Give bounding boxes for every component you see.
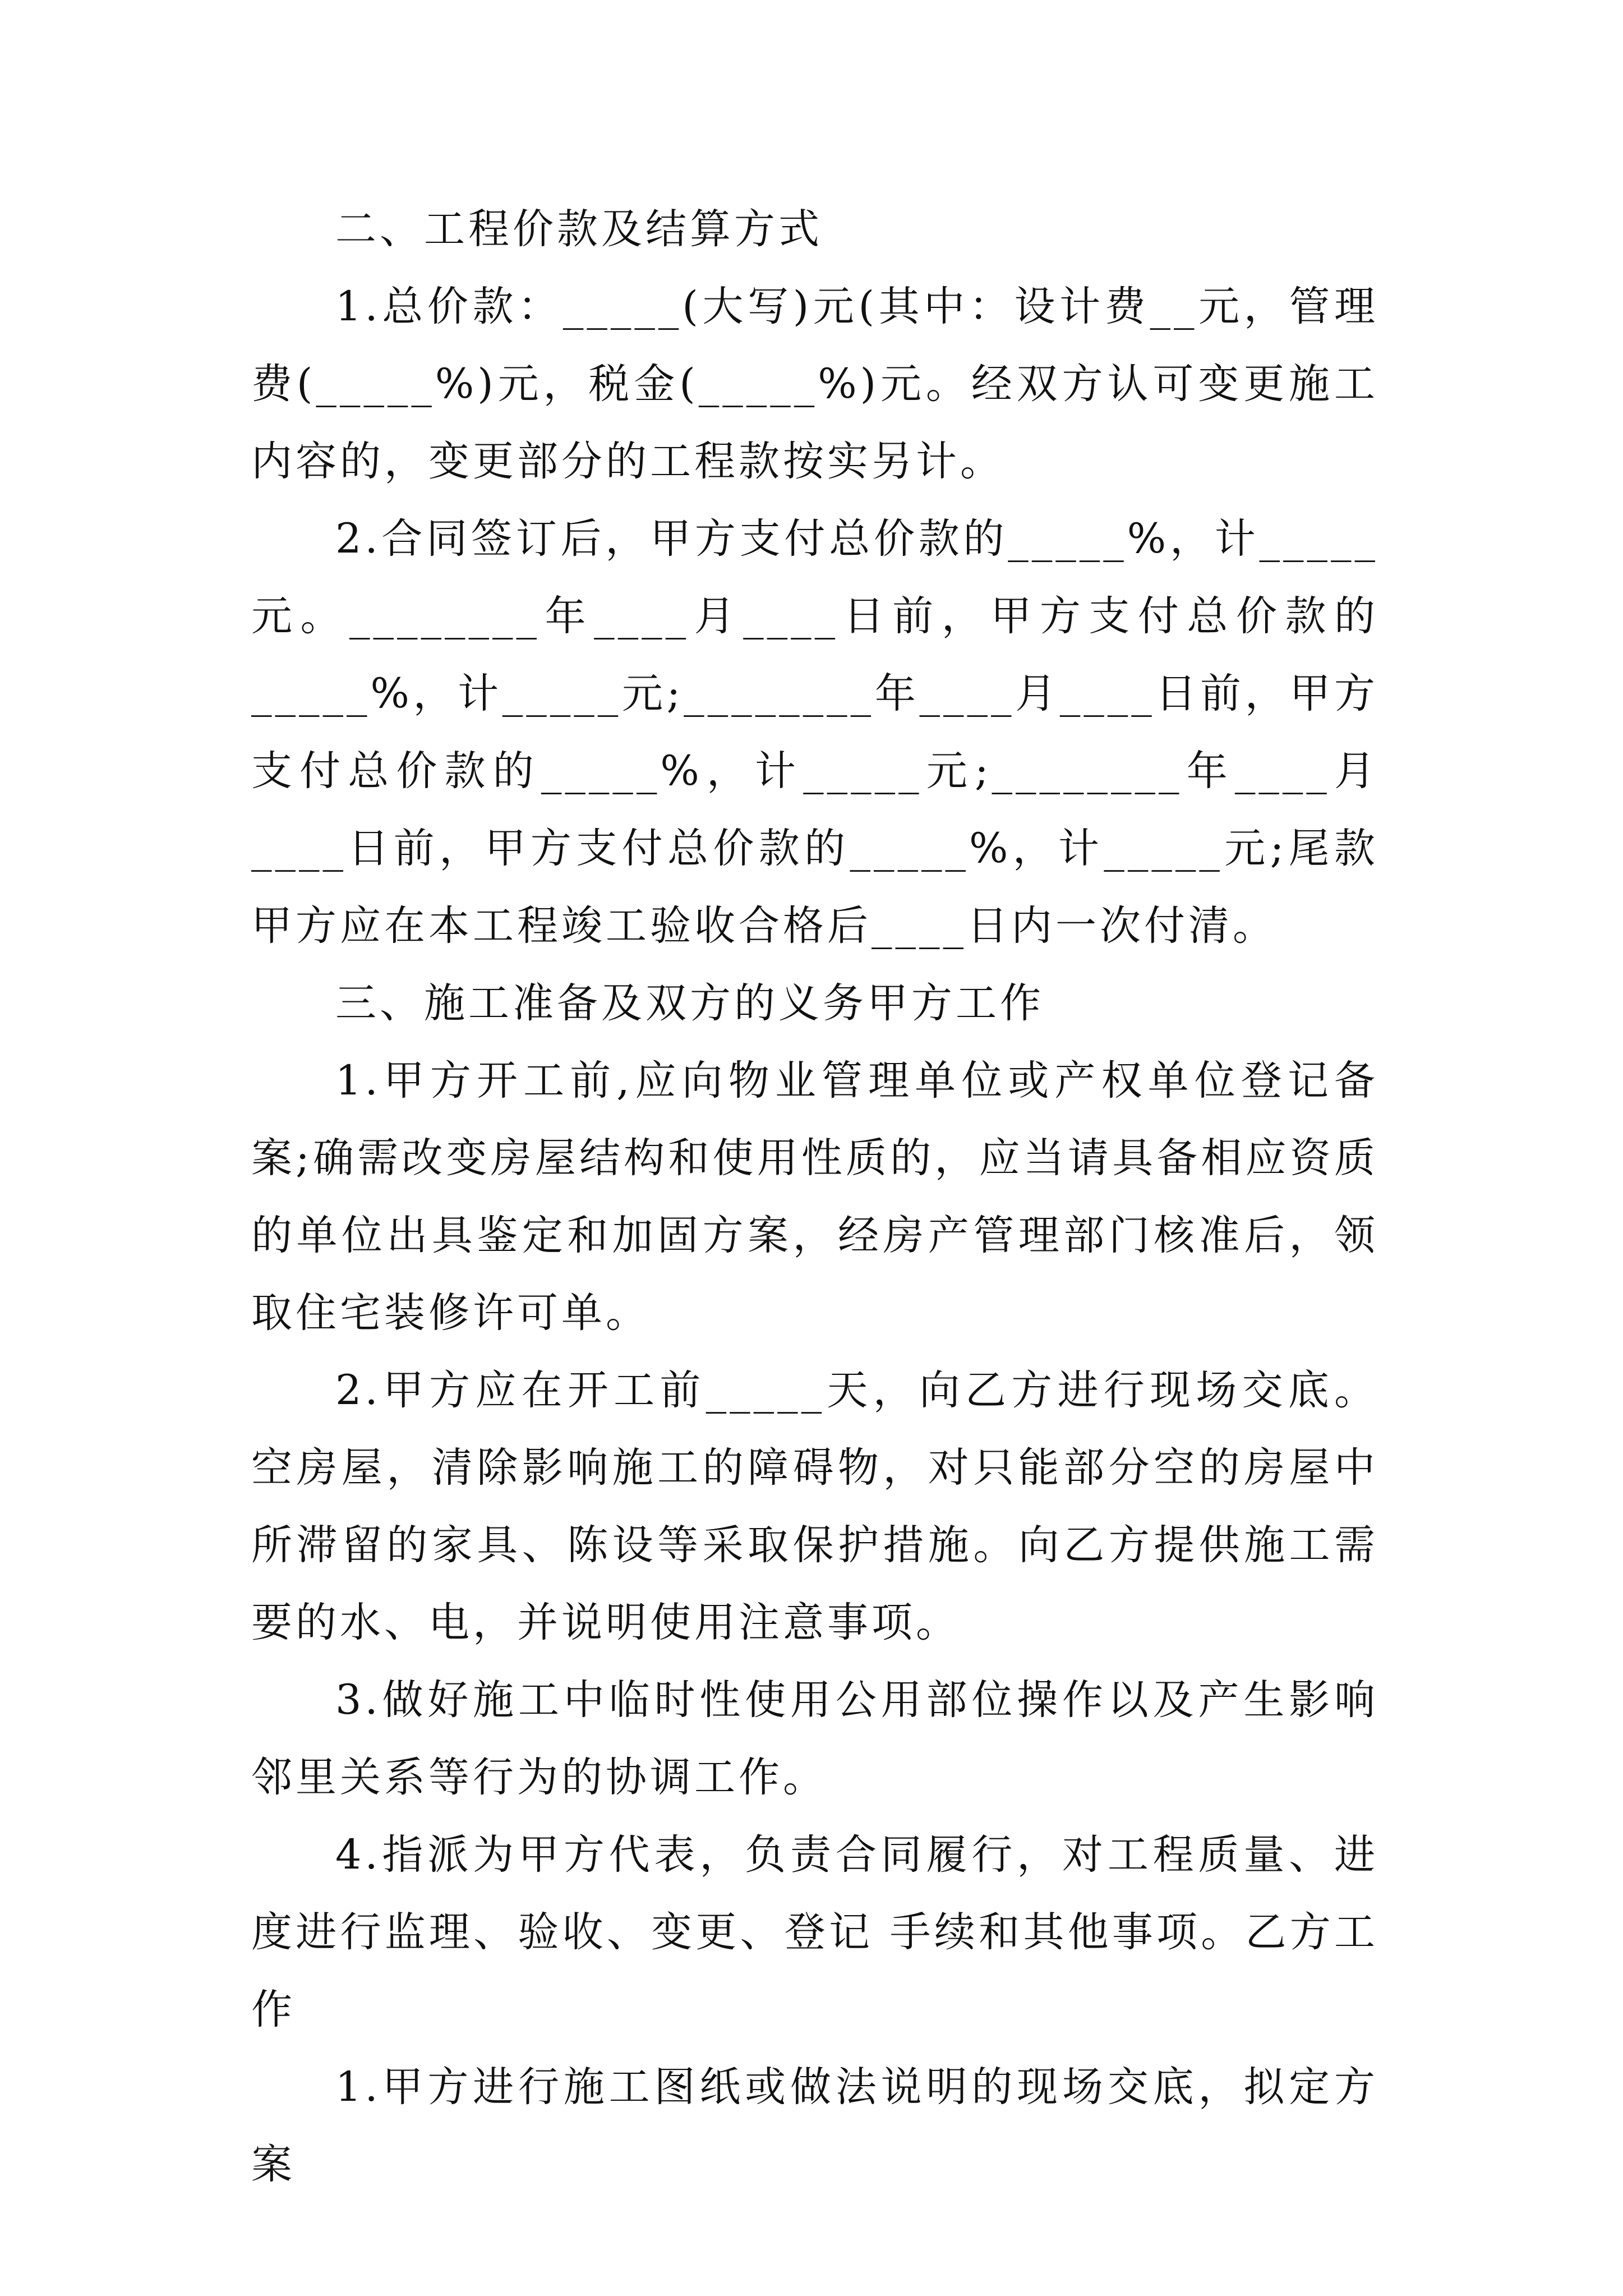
paragraph-party-b-duty-1: 1.甲方进行施工图纸或做法说明的现场交底，拟定方案 <box>251 2063 1378 2188</box>
paragraph-party-a-duty-3: 3.做好施工中临时性使用公用部位操作以及产生影响邻里关系等行为的协调工作。 <box>251 1676 1378 1801</box>
document-page <box>251 191 1378 2203</box>
paragraph-payment-schedule: 2.合同签订后，甲方支付总价款的_____%，计_____元。________年____月____日前，甲方支付总价款的_____%，计_____元;________年____月____日前，甲方支付总价款的_____%，计_____元;________年____月____日前，甲方支付总价款的_____%，计_____元;尾款甲方应在本工程竣工验收合格后____日内一次付清。 <box>251 515 1378 950</box>
paragraph-party-a-duty-4: 4.指派为甲方代表，负责合同履行，对工程质量、进度进行监理、验收、变更、登记 手续和其他事项。乙方工作 <box>251 1831 1378 2033</box>
section-heading-preparation: 三、施工准备及双方的义务甲方工作 <box>335 979 1044 1027</box>
paragraph-total-price: 1.总价款：_____(大写)元(其中：设计费__元，管理费(_____%)元，税金(_____%)元。经双方认可变更施工内容的，变更部分的工程款按实另计。 <box>251 283 1378 485</box>
paragraph-party-a-duty-2: 2.甲方应在开工前_____天，向乙方进行现场交底。空房屋，清除影响施工的障碍物，对只能部分空的房屋中所滞留的家具、陈设等采取保护措施。向乙方提供施工需要的水、电，并说明使用注意事项。 <box>251 1366 1378 1646</box>
paragraph-party-a-duty-1: 1.甲方开工前,应向物业管理单位或产权单位登记备案;确需改变房屋结构和使用性质的，应当请具备相应资质的单位出具鉴定和加固方案，经房产管理部门核准后，领取住宅装修许可单。 <box>251 1057 1378 1337</box>
section-heading-payment: 二、工程价款及结算方式 <box>335 205 823 253</box>
